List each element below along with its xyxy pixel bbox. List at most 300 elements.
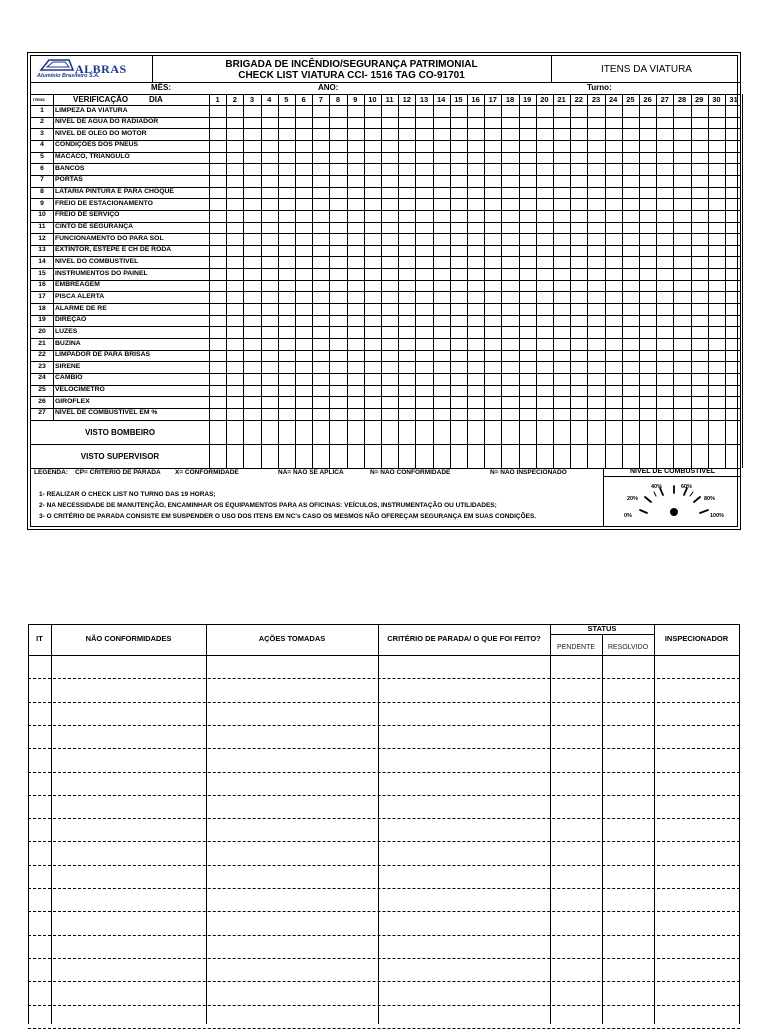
check-cell[interactable] xyxy=(726,351,741,361)
check-cell[interactable] xyxy=(537,409,552,419)
check-cell[interactable] xyxy=(468,257,483,267)
check-cell[interactable] xyxy=(571,118,586,128)
check-cell[interactable] xyxy=(279,188,294,198)
check-cell[interactable] xyxy=(485,106,500,116)
check-cell[interactable] xyxy=(296,316,311,326)
check-cell[interactable] xyxy=(692,374,707,384)
check-cell[interactable] xyxy=(468,106,483,116)
check-cell[interactable] xyxy=(640,246,655,256)
check-cell[interactable] xyxy=(554,188,569,198)
check-cell[interactable] xyxy=(623,362,638,372)
check-cell[interactable] xyxy=(227,327,242,337)
check-cell[interactable] xyxy=(571,304,586,314)
check-cell[interactable] xyxy=(520,129,535,139)
check-cell[interactable] xyxy=(692,118,707,128)
check-cell[interactable] xyxy=(623,304,638,314)
check-cell[interactable] xyxy=(227,164,242,174)
check-cell[interactable] xyxy=(434,164,449,174)
check-cell[interactable] xyxy=(709,374,724,384)
check-cell[interactable] xyxy=(606,351,621,361)
check-cell[interactable] xyxy=(623,316,638,326)
check-cell[interactable] xyxy=(674,269,689,279)
check-cell[interactable] xyxy=(348,164,363,174)
check-cell[interactable] xyxy=(709,141,724,151)
check-cell[interactable] xyxy=(485,129,500,139)
check-cell[interactable] xyxy=(416,292,431,302)
check-cell[interactable] xyxy=(588,234,603,244)
check-cell[interactable] xyxy=(502,374,517,384)
check-cell[interactable] xyxy=(692,304,707,314)
check-cell[interactable] xyxy=(554,246,569,256)
check-cell[interactable] xyxy=(520,351,535,361)
check-cell[interactable] xyxy=(571,234,586,244)
check-cell[interactable] xyxy=(640,374,655,384)
check-cell[interactable] xyxy=(227,351,242,361)
check-cell[interactable] xyxy=(640,141,655,151)
check-cell[interactable] xyxy=(623,292,638,302)
check-cell[interactable] xyxy=(502,269,517,279)
check-cell[interactable] xyxy=(399,292,414,302)
check-cell[interactable] xyxy=(554,409,569,419)
check-cell[interactable] xyxy=(210,153,225,163)
check-cell[interactable] xyxy=(674,211,689,221)
check-cell[interactable] xyxy=(554,129,569,139)
check-cell[interactable] xyxy=(451,257,466,267)
check-cell[interactable] xyxy=(434,269,449,279)
check-cell[interactable] xyxy=(348,281,363,291)
check-cell[interactable] xyxy=(210,269,225,279)
check-cell[interactable] xyxy=(502,304,517,314)
check-cell[interactable] xyxy=(623,176,638,186)
check-cell[interactable] xyxy=(520,386,535,396)
check-cell[interactable] xyxy=(485,176,500,186)
check-cell[interactable] xyxy=(571,188,586,198)
check-cell[interactable] xyxy=(451,211,466,221)
check-cell[interactable] xyxy=(554,339,569,349)
check-cell[interactable] xyxy=(674,246,689,256)
check-cell[interactable] xyxy=(554,164,569,174)
check-cell[interactable] xyxy=(451,269,466,279)
check-cell[interactable] xyxy=(520,409,535,419)
check-cell[interactable] xyxy=(279,176,294,186)
check-cell[interactable] xyxy=(674,153,689,163)
check-cell[interactable] xyxy=(244,211,259,221)
check-cell[interactable] xyxy=(365,211,380,221)
check-cell[interactable] xyxy=(485,386,500,396)
check-cell[interactable] xyxy=(451,199,466,209)
check-cell[interactable] xyxy=(262,316,277,326)
check-cell[interactable] xyxy=(296,129,311,139)
check-cell[interactable] xyxy=(365,246,380,256)
check-cell[interactable] xyxy=(313,316,328,326)
check-cell[interactable] xyxy=(399,362,414,372)
check-cell[interactable] xyxy=(227,199,242,209)
check-cell[interactable] xyxy=(296,176,311,186)
check-cell[interactable] xyxy=(313,281,328,291)
check-cell[interactable] xyxy=(571,164,586,174)
check-cell[interactable] xyxy=(709,234,724,244)
check-cell[interactable] xyxy=(623,211,638,221)
check-cell[interactable] xyxy=(571,176,586,186)
check-cell[interactable] xyxy=(330,397,345,407)
check-cell[interactable] xyxy=(330,269,345,279)
check-cell[interactable] xyxy=(571,316,586,326)
check-cell[interactable] xyxy=(537,246,552,256)
check-cell[interactable] xyxy=(726,397,741,407)
check-cell[interactable] xyxy=(726,374,741,384)
check-cell[interactable] xyxy=(709,281,724,291)
check-cell[interactable] xyxy=(554,327,569,337)
check-cell[interactable] xyxy=(520,234,535,244)
check-cell[interactable] xyxy=(520,327,535,337)
check-cell[interactable] xyxy=(468,118,483,128)
check-cell[interactable] xyxy=(640,188,655,198)
check-cell[interactable] xyxy=(709,246,724,256)
check-cell[interactable] xyxy=(434,339,449,349)
check-cell[interactable] xyxy=(330,257,345,267)
check-cell[interactable] xyxy=(468,153,483,163)
check-cell[interactable] xyxy=(434,386,449,396)
check-cell[interactable] xyxy=(434,211,449,221)
check-cell[interactable] xyxy=(313,386,328,396)
check-cell[interactable] xyxy=(451,176,466,186)
check-cell[interactable] xyxy=(210,176,225,186)
check-cell[interactable] xyxy=(262,304,277,314)
check-cell[interactable] xyxy=(227,409,242,419)
check-cell[interactable] xyxy=(485,339,500,349)
check-cell[interactable] xyxy=(692,153,707,163)
check-cell[interactable] xyxy=(434,362,449,372)
check-cell[interactable] xyxy=(279,153,294,163)
check-cell[interactable] xyxy=(313,223,328,233)
check-cell[interactable] xyxy=(537,141,552,151)
check-cell[interactable] xyxy=(537,386,552,396)
check-cell[interactable] xyxy=(399,176,414,186)
check-cell[interactable] xyxy=(296,351,311,361)
check-cell[interactable] xyxy=(296,106,311,116)
check-cell[interactable] xyxy=(606,118,621,128)
check-cell[interactable] xyxy=(244,153,259,163)
check-cell[interactable] xyxy=(692,257,707,267)
check-cell[interactable] xyxy=(451,339,466,349)
check-cell[interactable] xyxy=(502,129,517,139)
check-cell[interactable] xyxy=(554,397,569,407)
check-cell[interactable] xyxy=(210,409,225,419)
check-cell[interactable] xyxy=(588,106,603,116)
check-cell[interactable] xyxy=(330,164,345,174)
check-cell[interactable] xyxy=(330,281,345,291)
check-cell[interactable] xyxy=(502,106,517,116)
check-cell[interactable] xyxy=(330,316,345,326)
check-cell[interactable] xyxy=(227,223,242,233)
check-cell[interactable] xyxy=(330,211,345,221)
check-cell[interactable] xyxy=(502,339,517,349)
check-cell[interactable] xyxy=(571,397,586,407)
check-cell[interactable] xyxy=(365,281,380,291)
check-cell[interactable] xyxy=(434,188,449,198)
check-cell[interactable] xyxy=(657,362,672,372)
check-cell[interactable] xyxy=(537,176,552,186)
check-cell[interactable] xyxy=(279,327,294,337)
check-cell[interactable] xyxy=(296,386,311,396)
check-cell[interactable] xyxy=(674,223,689,233)
check-cell[interactable] xyxy=(416,339,431,349)
check-cell[interactable] xyxy=(537,339,552,349)
check-cell[interactable] xyxy=(296,374,311,384)
check-cell[interactable] xyxy=(623,257,638,267)
check-cell[interactable] xyxy=(348,292,363,302)
check-cell[interactable] xyxy=(606,362,621,372)
check-cell[interactable] xyxy=(674,257,689,267)
check-cell[interactable] xyxy=(416,409,431,419)
check-cell[interactable] xyxy=(657,176,672,186)
check-cell[interactable] xyxy=(588,327,603,337)
check-cell[interactable] xyxy=(279,374,294,384)
check-cell[interactable] xyxy=(623,351,638,361)
check-cell[interactable] xyxy=(399,281,414,291)
check-cell[interactable] xyxy=(571,153,586,163)
check-cell[interactable] xyxy=(262,106,277,116)
check-cell[interactable] xyxy=(451,374,466,384)
check-cell[interactable] xyxy=(416,397,431,407)
check-cell[interactable] xyxy=(468,269,483,279)
check-cell[interactable] xyxy=(382,246,397,256)
check-cell[interactable] xyxy=(554,281,569,291)
check-cell[interactable] xyxy=(571,351,586,361)
check-cell[interactable] xyxy=(330,362,345,372)
check-cell[interactable] xyxy=(520,118,535,128)
check-cell[interactable] xyxy=(640,257,655,267)
check-cell[interactable] xyxy=(674,188,689,198)
check-cell[interactable] xyxy=(382,281,397,291)
check-cell[interactable] xyxy=(416,129,431,139)
check-cell[interactable] xyxy=(313,118,328,128)
check-cell[interactable] xyxy=(485,409,500,419)
check-cell[interactable] xyxy=(348,153,363,163)
check-cell[interactable] xyxy=(537,362,552,372)
check-cell[interactable] xyxy=(279,409,294,419)
check-cell[interactable] xyxy=(674,316,689,326)
check-cell[interactable] xyxy=(348,176,363,186)
check-cell[interactable] xyxy=(485,374,500,384)
check-cell[interactable] xyxy=(468,397,483,407)
check-cell[interactable] xyxy=(588,304,603,314)
check-cell[interactable] xyxy=(623,234,638,244)
check-cell[interactable] xyxy=(313,269,328,279)
check-cell[interactable] xyxy=(485,188,500,198)
check-cell[interactable] xyxy=(606,141,621,151)
check-cell[interactable] xyxy=(451,188,466,198)
check-cell[interactable] xyxy=(692,223,707,233)
check-cell[interactable] xyxy=(709,386,724,396)
check-cell[interactable] xyxy=(485,281,500,291)
check-cell[interactable] xyxy=(657,199,672,209)
check-cell[interactable] xyxy=(227,269,242,279)
check-cell[interactable] xyxy=(520,339,535,349)
check-cell[interactable] xyxy=(244,234,259,244)
check-cell[interactable] xyxy=(330,106,345,116)
check-cell[interactable] xyxy=(348,362,363,372)
check-cell[interactable] xyxy=(726,339,741,349)
check-cell[interactable] xyxy=(279,397,294,407)
check-cell[interactable] xyxy=(399,141,414,151)
check-cell[interactable] xyxy=(657,269,672,279)
check-cell[interactable] xyxy=(692,141,707,151)
check-cell[interactable] xyxy=(399,199,414,209)
check-cell[interactable] xyxy=(726,211,741,221)
check-cell[interactable] xyxy=(640,234,655,244)
check-cell[interactable] xyxy=(502,141,517,151)
check-cell[interactable] xyxy=(692,386,707,396)
check-cell[interactable] xyxy=(348,141,363,151)
check-cell[interactable] xyxy=(502,234,517,244)
check-cell[interactable] xyxy=(262,176,277,186)
check-cell[interactable] xyxy=(279,234,294,244)
check-cell[interactable] xyxy=(348,304,363,314)
check-cell[interactable] xyxy=(451,129,466,139)
check-cell[interactable] xyxy=(365,106,380,116)
check-cell[interactable] xyxy=(468,164,483,174)
check-cell[interactable] xyxy=(709,153,724,163)
check-cell[interactable] xyxy=(502,351,517,361)
check-cell[interactable] xyxy=(365,257,380,267)
check-cell[interactable] xyxy=(692,129,707,139)
check-cell[interactable] xyxy=(606,164,621,174)
check-cell[interactable] xyxy=(674,386,689,396)
check-cell[interactable] xyxy=(554,362,569,372)
check-cell[interactable] xyxy=(451,106,466,116)
check-cell[interactable] xyxy=(279,164,294,174)
check-cell[interactable] xyxy=(692,199,707,209)
check-cell[interactable] xyxy=(623,409,638,419)
check-cell[interactable] xyxy=(588,153,603,163)
check-cell[interactable] xyxy=(313,176,328,186)
check-cell[interactable] xyxy=(709,351,724,361)
check-cell[interactable] xyxy=(485,234,500,244)
check-cell[interactable] xyxy=(468,141,483,151)
check-cell[interactable] xyxy=(262,397,277,407)
check-cell[interactable] xyxy=(606,397,621,407)
check-cell[interactable] xyxy=(262,188,277,198)
check-cell[interactable] xyxy=(640,316,655,326)
check-cell[interactable] xyxy=(262,141,277,151)
check-cell[interactable] xyxy=(330,374,345,384)
check-cell[interactable] xyxy=(588,281,603,291)
check-cell[interactable] xyxy=(726,327,741,337)
check-cell[interactable] xyxy=(537,211,552,221)
check-cell[interactable] xyxy=(692,188,707,198)
check-cell[interactable] xyxy=(434,316,449,326)
check-cell[interactable] xyxy=(571,246,586,256)
check-cell[interactable] xyxy=(709,129,724,139)
check-cell[interactable] xyxy=(279,351,294,361)
check-cell[interactable] xyxy=(416,153,431,163)
check-cell[interactable] xyxy=(726,269,741,279)
check-cell[interactable] xyxy=(227,211,242,221)
check-cell[interactable] xyxy=(227,292,242,302)
check-cell[interactable] xyxy=(709,164,724,174)
check-cell[interactable] xyxy=(399,164,414,174)
check-cell[interactable] xyxy=(399,339,414,349)
check-cell[interactable] xyxy=(726,246,741,256)
check-cell[interactable] xyxy=(520,292,535,302)
check-cell[interactable] xyxy=(382,292,397,302)
check-cell[interactable] xyxy=(244,199,259,209)
check-cell[interactable] xyxy=(657,316,672,326)
check-cell[interactable] xyxy=(434,141,449,151)
check-cell[interactable] xyxy=(623,374,638,384)
check-cell[interactable] xyxy=(434,281,449,291)
check-cell[interactable] xyxy=(227,374,242,384)
check-cell[interactable] xyxy=(399,269,414,279)
check-cell[interactable] xyxy=(726,362,741,372)
check-cell[interactable] xyxy=(330,129,345,139)
check-cell[interactable] xyxy=(330,188,345,198)
check-cell[interactable] xyxy=(537,129,552,139)
check-cell[interactable] xyxy=(348,246,363,256)
check-cell[interactable] xyxy=(537,199,552,209)
check-cell[interactable] xyxy=(348,211,363,221)
check-cell[interactable] xyxy=(365,409,380,419)
check-cell[interactable] xyxy=(623,327,638,337)
check-cell[interactable] xyxy=(537,257,552,267)
check-cell[interactable] xyxy=(640,164,655,174)
check-cell[interactable] xyxy=(210,118,225,128)
check-cell[interactable] xyxy=(623,118,638,128)
check-cell[interactable] xyxy=(726,176,741,186)
check-cell[interactable] xyxy=(468,188,483,198)
check-cell[interactable] xyxy=(502,362,517,372)
check-cell[interactable] xyxy=(365,269,380,279)
check-cell[interactable] xyxy=(416,304,431,314)
check-cell[interactable] xyxy=(244,106,259,116)
check-cell[interactable] xyxy=(365,176,380,186)
check-cell[interactable] xyxy=(571,129,586,139)
check-cell[interactable] xyxy=(348,327,363,337)
check-cell[interactable] xyxy=(262,386,277,396)
check-cell[interactable] xyxy=(279,292,294,302)
check-cell[interactable] xyxy=(606,304,621,314)
check-cell[interactable] xyxy=(554,374,569,384)
check-cell[interactable] xyxy=(262,223,277,233)
check-cell[interactable] xyxy=(520,164,535,174)
check-cell[interactable] xyxy=(279,106,294,116)
check-cell[interactable] xyxy=(451,304,466,314)
check-cell[interactable] xyxy=(623,246,638,256)
check-cell[interactable] xyxy=(606,153,621,163)
check-cell[interactable] xyxy=(210,374,225,384)
check-cell[interactable] xyxy=(709,397,724,407)
check-cell[interactable] xyxy=(606,211,621,221)
check-cell[interactable] xyxy=(537,304,552,314)
check-cell[interactable] xyxy=(244,386,259,396)
check-cell[interactable] xyxy=(262,269,277,279)
check-cell[interactable] xyxy=(382,199,397,209)
check-cell[interactable] xyxy=(537,327,552,337)
check-cell[interactable] xyxy=(365,292,380,302)
check-cell[interactable] xyxy=(726,199,741,209)
check-cell[interactable] xyxy=(382,141,397,151)
check-cell[interactable] xyxy=(520,281,535,291)
check-cell[interactable] xyxy=(606,281,621,291)
check-cell[interactable] xyxy=(468,246,483,256)
check-cell[interactable] xyxy=(313,199,328,209)
check-cell[interactable] xyxy=(623,269,638,279)
check-cell[interactable] xyxy=(640,106,655,116)
check-cell[interactable] xyxy=(296,223,311,233)
check-cell[interactable] xyxy=(520,374,535,384)
check-cell[interactable] xyxy=(606,234,621,244)
